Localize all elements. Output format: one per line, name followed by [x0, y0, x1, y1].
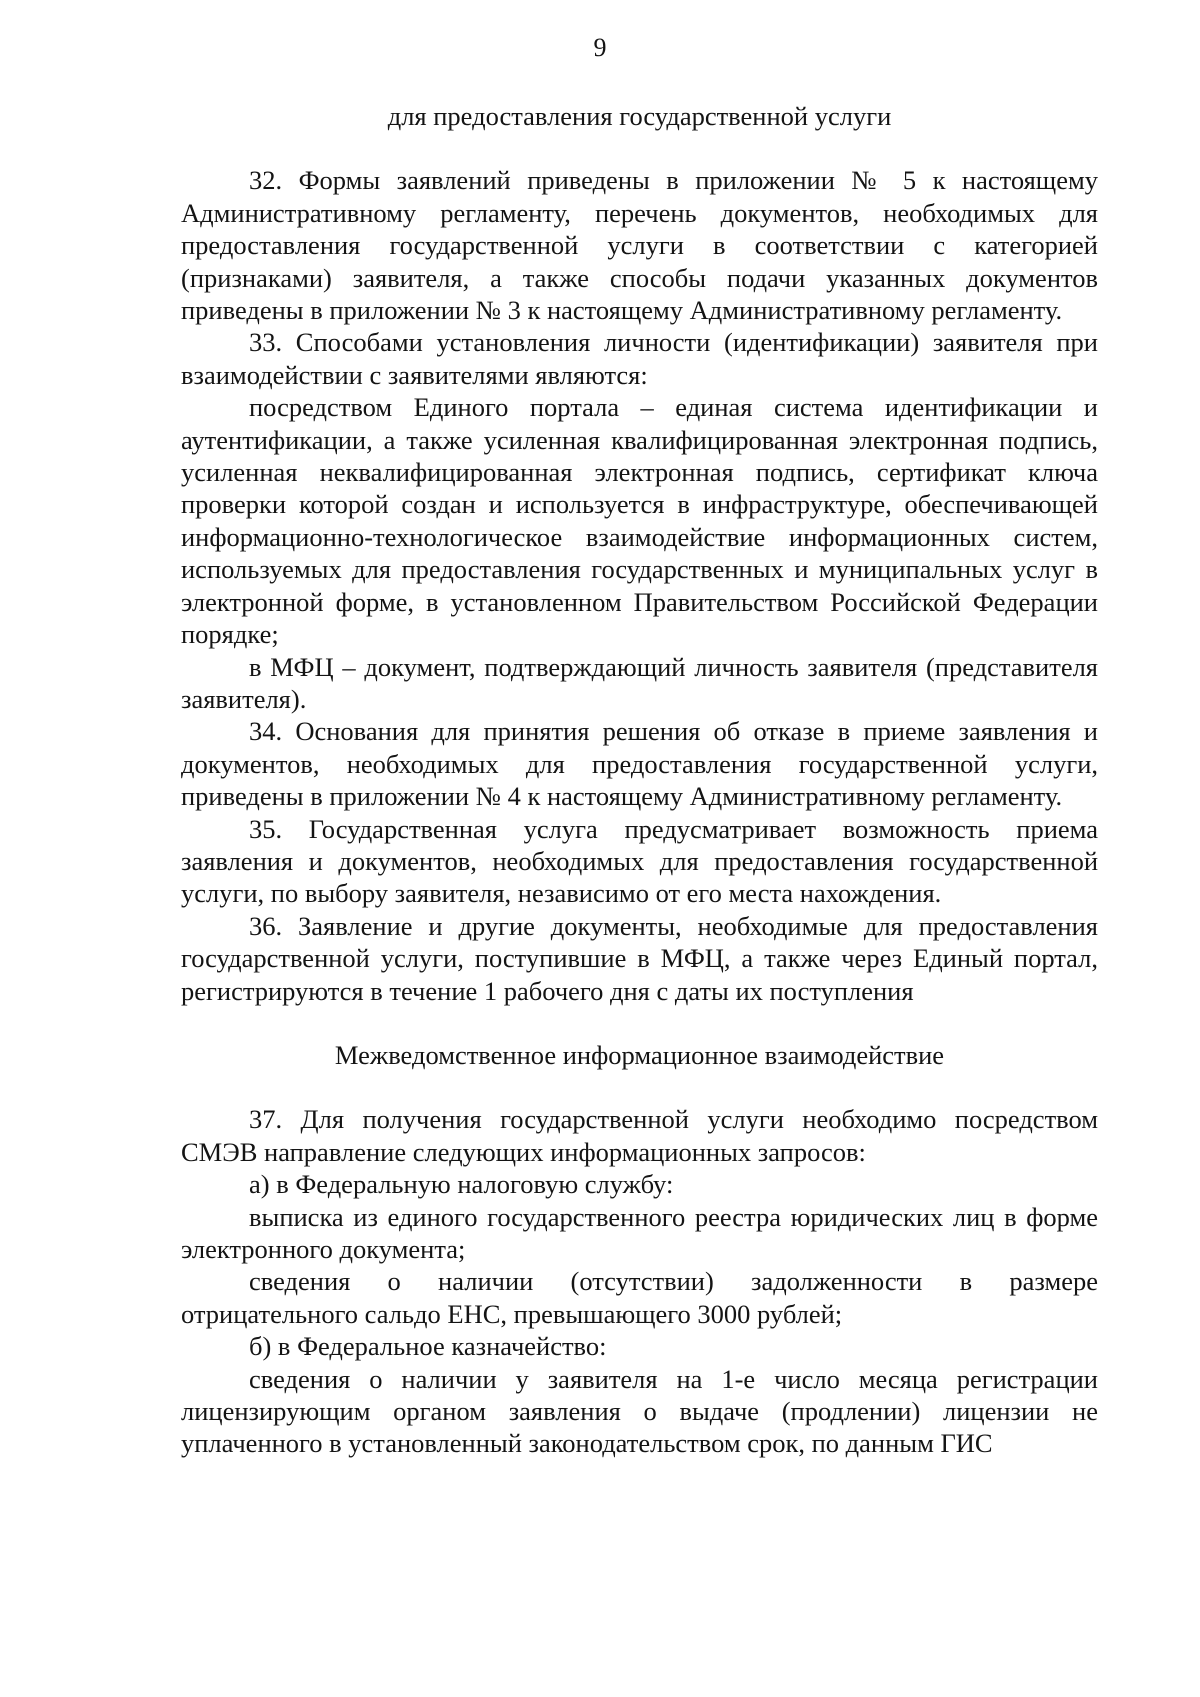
paragraph-37-b-info: сведения о наличии у заявителя на 1-е число месяца регистрации лицензирующим органом заявления о выдаче (продлении) лицензии не уплаченного в установленный законодательством срок, по данным ГИС — [181, 1363, 1098, 1459]
page-number: 9 — [593, 33, 607, 62]
paragraph-34: 34. Основания для принятия решения об отказе в приеме заявления и документов, необходимых для предоставления государственной услуги, приведены в приложении № 4 к настоящему Административному регламенту. — [181, 716, 1098, 812]
paragraph-36: 36. Заявление и другие документы, необходимые для предоставления государственной услуги, поступившие в МФЦ, а также через Единый портал, регистрируются в течение 1 рабочего дня с даты их поступления — [181, 910, 1098, 1006]
paragraph-37-b: б) в Федеральное казначейство: — [249, 1331, 607, 1362]
paragraph-33-mfc: в МФЦ – документ, подтверждающий личность заявителя (представителя заявителя). — [181, 651, 1098, 714]
paragraph-37: 37. Для получения государственной услуги необходимо посредством СМЭВ направление следующих информационных запросов: — [181, 1104, 1098, 1167]
paragraph-35: 35. Государственная услуга предусматривает возможность приема заявления и документов, необходимых для предоставления государственной услуги, по выбору заявителя, независимо от его места нахождения. — [181, 813, 1098, 909]
section-heading-interagency: Межведомственное информационное взаимодействие — [334, 1039, 945, 1070]
paragraph-37-a: а) в Федеральную налоговую службу: — [249, 1169, 674, 1200]
paragraph-33-portal: посредством Единого портала – единая система идентификации и аутентификации, а также усиленная квалифицированная электронная подпись, усиленная неквалифицированная электронная подпись, сертификат ключа проверки которой создан и используется в инфраструктуре, обеспечивающей информационно-технологическое взаимодействие информационных систем, используемых для предоставления государственных и муниципальных услуг в электронной форме, в установленном Правительством Российской Федерации порядке; — [181, 392, 1098, 650]
section-heading-top: для предоставления государственной услуги — [387, 101, 892, 131]
document-body — [181, 100, 1098, 1460]
paragraph-37-a-debt: сведения о наличии (отсутствии) задолженности в размере отрицательного сальдо ЕНС, превышающего 3000 рублей; — [181, 1266, 1098, 1329]
paragraph-32: 32. Формы заявлений приведены в приложении № 5 к настоящему Административному регламенту, перечень документов, необходимых для предоставления государственной услуги в соответствии с категорией (признаками) заявителя, а также способы подачи указанных документов приведены в приложении № 3 к настоящему Административному регламенту. — [181, 165, 1098, 326]
paragraph-37-a-extract: выписка из единого государственного реестра юридических лиц в форме электронного документа; — [181, 1201, 1098, 1264]
paragraph-33: 33. Способами установления личности (идентификации) заявителя при взаимодействии с заявителями являются: — [181, 327, 1098, 390]
